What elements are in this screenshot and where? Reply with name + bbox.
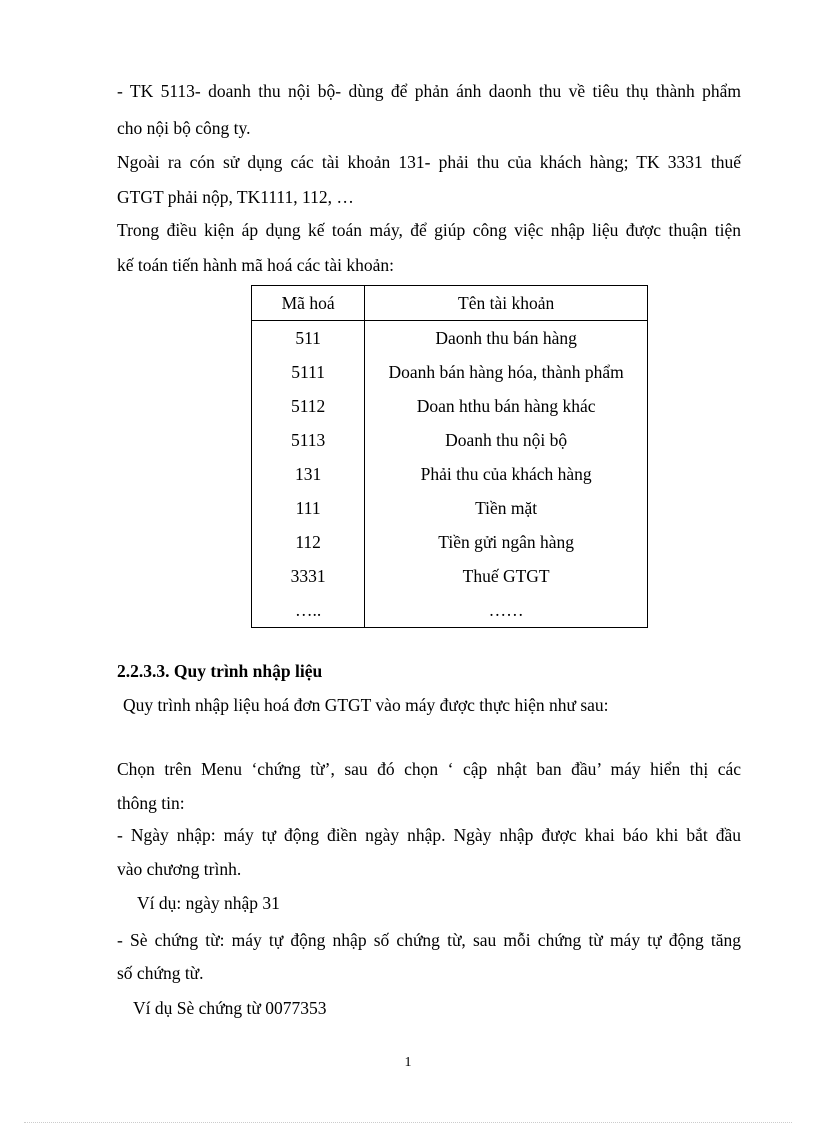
table-row bbox=[252, 355, 648, 389]
account-name-cell: Doanh bán hàng hóa, thành phẩm bbox=[388, 362, 624, 382]
table-row bbox=[252, 423, 648, 457]
voucher-number-line2: số chứng từ. bbox=[117, 963, 204, 983]
account-name-cell: Tiền gửi ngân hàng bbox=[438, 532, 574, 552]
menu-instruction-line1: Chọn trên Menu ‘chứng từ’, sau đó chọn ‘ cập nhật ban đầu’ máy hiển thị các bbox=[117, 759, 741, 779]
section-intro: Quy trình nhập liệu hoá đơn GTGT vào máy được thực hiện như sau: bbox=[123, 695, 609, 715]
table-row bbox=[252, 457, 648, 491]
account-name-cell: Doanh thu nội bộ bbox=[445, 430, 568, 450]
account-code-cell: 131 bbox=[252, 457, 365, 491]
table-row bbox=[252, 559, 648, 593]
table-row bbox=[252, 525, 648, 559]
page-number: 1 bbox=[404, 1055, 412, 1070]
voucher-number-line1: - Sè chứng từ: máy tự động nhập số chứng từ, sau mỗi chứng từ máy tự động tăng bbox=[117, 930, 741, 950]
account-code-cell: 112 bbox=[252, 525, 365, 559]
table-header-row bbox=[252, 286, 648, 321]
account-name-cell: Thuế GTGT bbox=[462, 566, 550, 586]
voucher-number-example: Ví dụ Sè chứng từ 0077353 bbox=[133, 998, 327, 1018]
table-row bbox=[252, 593, 648, 628]
account-code-cell: 511 bbox=[252, 321, 365, 356]
account-code-cell: 5113 bbox=[252, 423, 365, 457]
account-code-cell: 111 bbox=[252, 491, 365, 525]
paragraph-tk5113-line2: cho nội bộ công ty. bbox=[117, 118, 251, 138]
paragraph-coding-intro-line1: Trong điều kiện áp dụng kế toán máy, để giúp công việc nhập liệu được thuận tiện bbox=[117, 220, 741, 240]
account-name-cell: Daonh thu bán hàng bbox=[435, 328, 577, 348]
entry-date-line2: vào chương trình. bbox=[117, 859, 242, 879]
table-row bbox=[252, 389, 648, 423]
account-code-table bbox=[251, 285, 648, 628]
column-header-code: Mã hoá bbox=[252, 286, 365, 321]
section-heading: 2.2.3.3. Quy trình nhập liệu bbox=[117, 661, 323, 681]
account-code-cell: 5111 bbox=[252, 355, 365, 389]
account-name-cell: Doan hthu bán hàng khác bbox=[416, 396, 596, 416]
table-row bbox=[252, 491, 648, 525]
paragraph-tk5113-line1: - TK 5113- doanh thu nội bộ- dùng để phản ánh daonh thu về tiêu thụ thành phẩm bbox=[117, 81, 741, 101]
account-name-cell: Phải thu của khách hàng bbox=[420, 464, 592, 484]
account-code-cell: ….. bbox=[252, 593, 365, 628]
paragraph-coding-intro-line2: kế toán tiến hành mã hoá các tài khoản: bbox=[117, 255, 394, 275]
paragraph-other-accounts-line2: GTGT phải nộp, TK1111, 112, … bbox=[117, 187, 354, 207]
table-row bbox=[252, 321, 648, 356]
paragraph-other-accounts-line1: Ngoài ra cón sử dụng các tài khoản 131- phải thu của khách hàng; TK 3331 thuế bbox=[117, 152, 741, 172]
account-code-cell: 5112 bbox=[252, 389, 365, 423]
entry-date-example: Ví dụ: ngày nhập 31 bbox=[137, 893, 280, 913]
entry-date-line1: - Ngày nhập: máy tự động điền ngày nhập. Ngày nhập được khai báo khi bắt đầu bbox=[117, 825, 741, 845]
menu-instruction-line2: thông tin: bbox=[117, 793, 185, 813]
column-header-account-name: Tên tài khoản bbox=[365, 286, 648, 321]
account-code-cell: 3331 bbox=[252, 559, 365, 593]
account-name-cell: Tiền mặt bbox=[475, 498, 538, 518]
account-name-cell: …… bbox=[488, 600, 524, 620]
